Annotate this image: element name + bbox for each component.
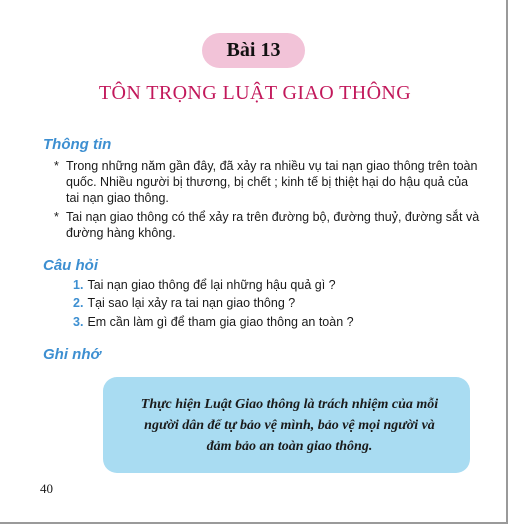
page-number: 40 <box>40 481 53 496</box>
remember-note-box <box>103 377 470 473</box>
bullet-asterisk-icon: * <box>54 210 59 224</box>
question-item <box>73 278 493 292</box>
bullet-asterisk-icon: * <box>54 159 59 173</box>
lesson-number-label: Bài 13 <box>226 39 281 61</box>
info-item-text: Trong những năm gần đây, đã xảy ra nhiều vụ tai nạn giao thông trên toàn quốc. Nhiều người bị thương, bị chết ; kinh tế bị thiệt hại do hậu quả của tai nạn giao thông. <box>66 159 478 205</box>
lesson-title: TÔN TRỌNG LUẬT GIAO THÔNG <box>98 82 412 104</box>
info-heading: Thông tin <box>43 136 112 153</box>
question-item <box>73 296 493 310</box>
info-item <box>54 209 484 241</box>
lesson-number-badge <box>202 33 305 68</box>
question-number: 2. <box>73 296 84 310</box>
remember-heading: Ghi nhớ <box>43 346 101 363</box>
question-text: Tại sao lại xảy ra tai nạn giao thông ? <box>87 296 296 310</box>
info-item <box>54 158 484 206</box>
info-item-text: Tai nạn giao thông có thể xảy ra trên đường bộ, đường thuỷ, đường sắt và đường hàng không. <box>66 210 480 240</box>
question-item <box>73 315 493 329</box>
question-text: Em cần làm gì để tham gia giao thông an toàn ? <box>87 315 354 329</box>
question-number: 1. <box>73 278 84 292</box>
question-text: Tai nạn giao thông để lại những hậu quả gì ? <box>87 278 336 292</box>
remember-note-text: Thực hiện Luật Giao thông là trách nhiệm của mỗi người dân để tự bảo vệ mình, bảo vệ mọi người và đảm bảo an toàn giao thông. <box>140 397 439 454</box>
question-number: 3. <box>73 315 84 329</box>
questions-heading: Câu hỏi <box>43 257 98 274</box>
